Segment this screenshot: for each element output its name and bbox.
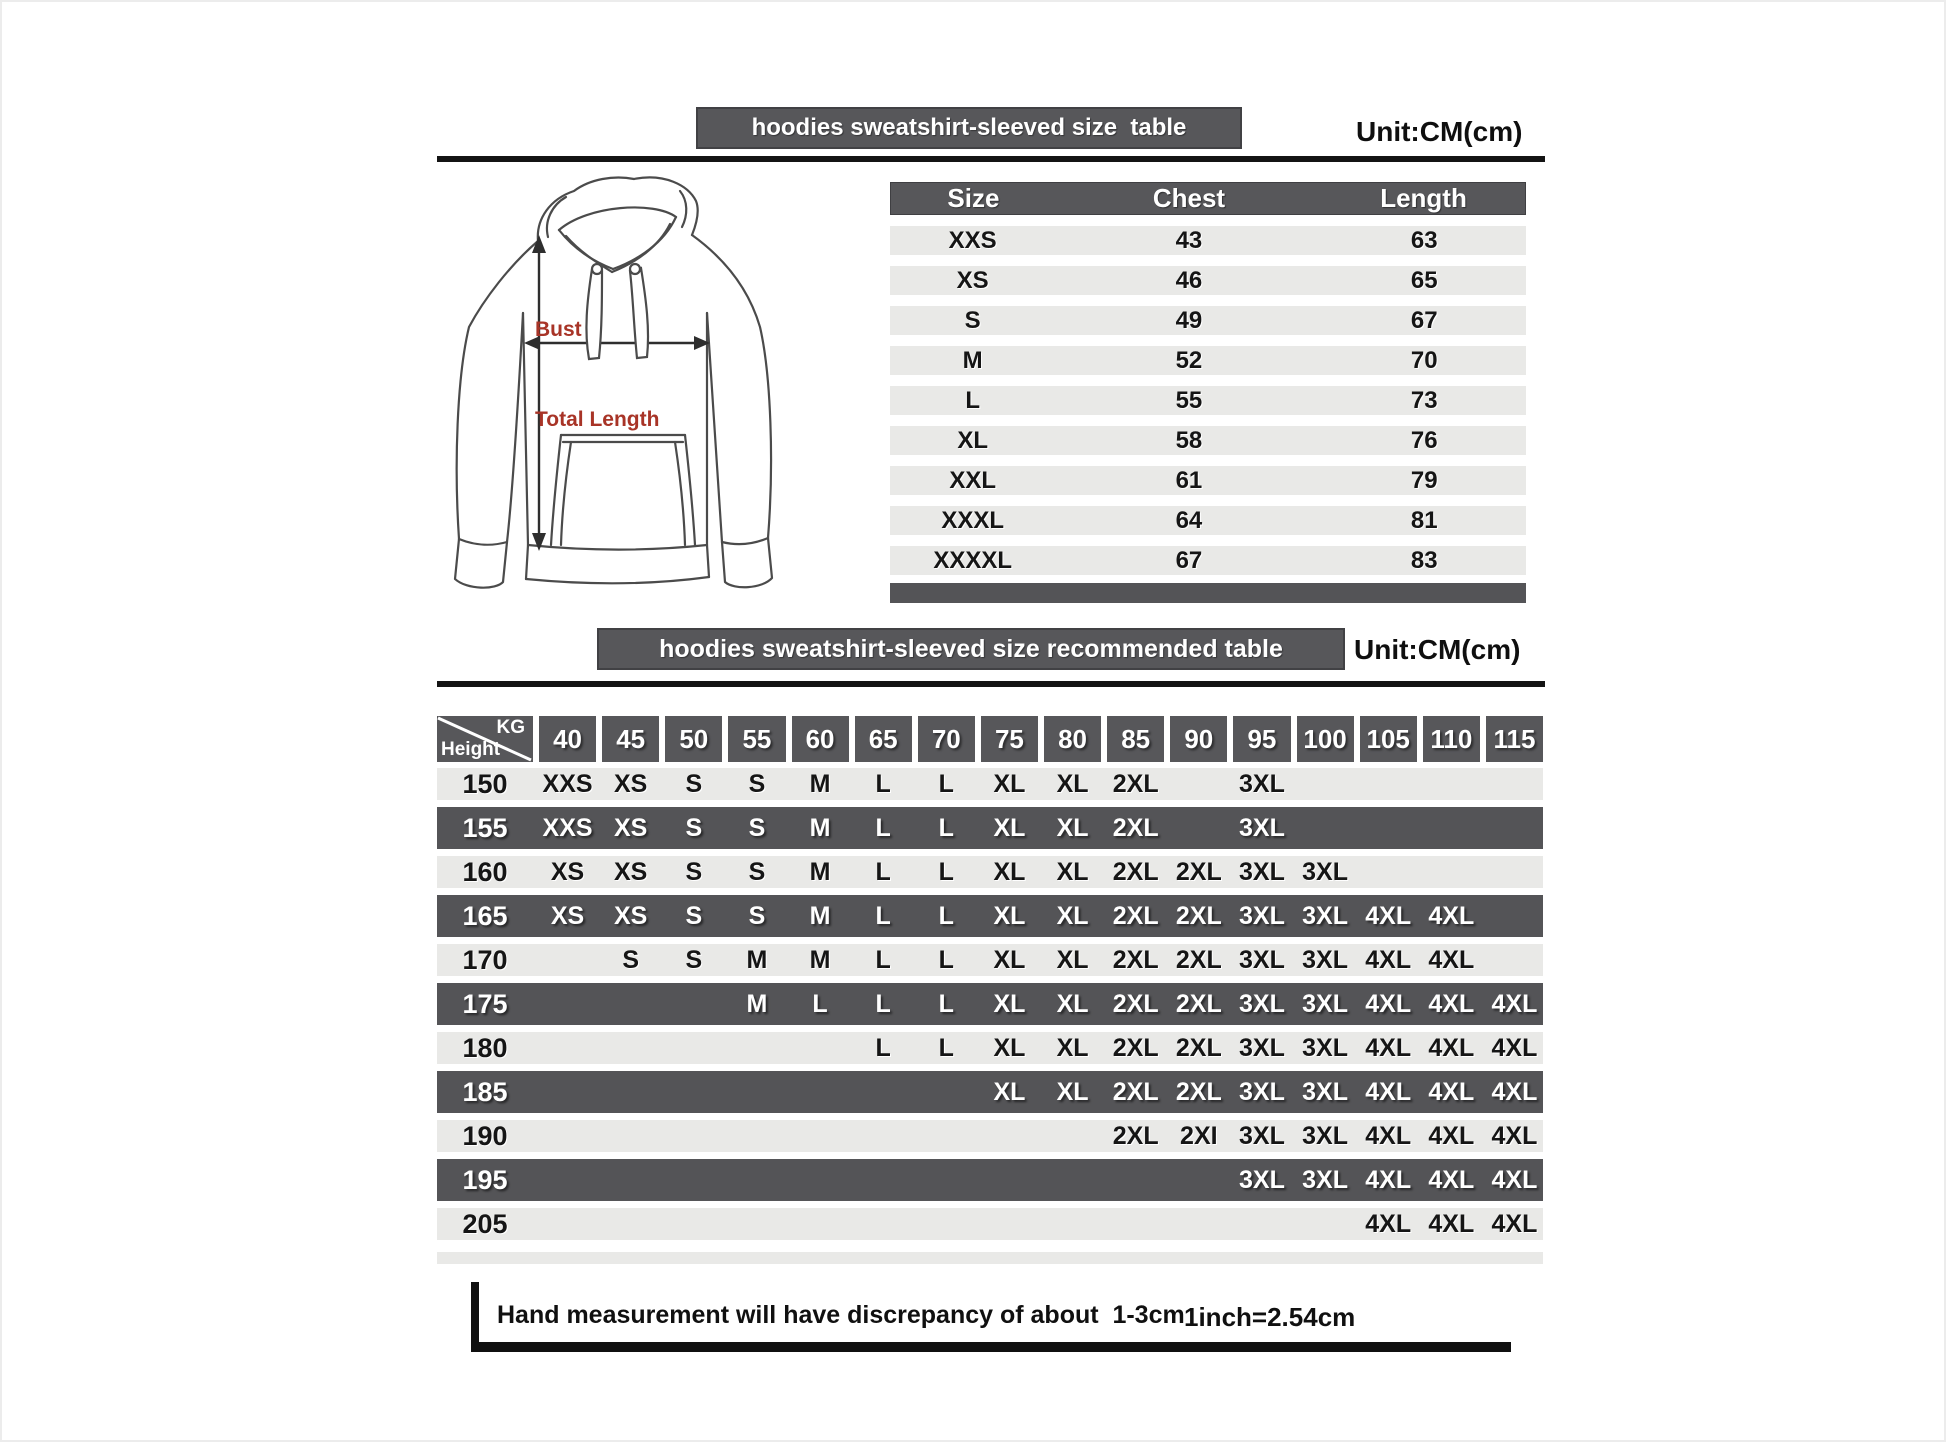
matrix-row bbox=[437, 1026, 1543, 1070]
bust-label: Bust bbox=[535, 318, 582, 341]
weight-header-cell: 50 bbox=[665, 716, 722, 762]
size-table-cell: 76 bbox=[1410, 426, 1438, 454]
matrix-size-cell: L bbox=[938, 769, 954, 798]
matrix-size-cell: 4XL bbox=[1365, 989, 1412, 1018]
unit-label-top: Unit:CM(cm) bbox=[1356, 116, 1523, 147]
matrix-size-cell: 3XL bbox=[1239, 857, 1285, 886]
unit-label-bottom: Unit:CM(cm) bbox=[1354, 634, 1521, 665]
size-table-cell: 49 bbox=[1175, 306, 1203, 334]
matrix-size-cell: 3XL bbox=[1302, 1121, 1348, 1150]
matrix-size-cell: 4XL bbox=[1428, 901, 1475, 930]
size-table-row bbox=[890, 386, 1526, 415]
matrix-size-cell: L bbox=[875, 901, 891, 930]
size-table-row bbox=[890, 546, 1526, 575]
matrix-size-cell: 4XL bbox=[1365, 1209, 1412, 1238]
matrix-size-cell: 4XL bbox=[1365, 901, 1412, 930]
weight-header-cell: 65 bbox=[855, 716, 912, 762]
matrix-size-cell: 2XL bbox=[1112, 1033, 1159, 1062]
height-row-label: 185 bbox=[462, 1076, 508, 1107]
height-row-label: 150 bbox=[462, 768, 508, 799]
matrix-size-cell: 4XL bbox=[1491, 1209, 1538, 1238]
matrix-size-cell: L bbox=[938, 901, 954, 930]
size-table-cell: XXXXL bbox=[933, 546, 1013, 574]
matrix-size-cell: S bbox=[748, 769, 766, 798]
size-table-title: hoodies sweatshirt-sleeved size table bbox=[751, 114, 1187, 141]
matrix-size-cell: XS bbox=[550, 901, 585, 930]
size-table-body bbox=[890, 226, 1526, 575]
matrix-size-cell: S bbox=[685, 901, 703, 930]
matrix-size-cell: 3XL bbox=[1239, 1121, 1285, 1150]
matrix-header-row bbox=[437, 716, 1543, 762]
size-table-cell: XXL bbox=[949, 466, 997, 494]
size-table-cell: S bbox=[964, 306, 981, 334]
inch-conversion-note: 1inch=2.54cm bbox=[1184, 1302, 1356, 1332]
size-table-cell: 67 bbox=[1175, 546, 1203, 574]
matrix-size-cell: 3XL bbox=[1239, 813, 1285, 842]
size-table-cell: M bbox=[962, 346, 983, 374]
matrix-size-cell: M bbox=[809, 769, 831, 798]
matrix-size-cell: 4XL bbox=[1428, 1077, 1475, 1106]
matrix-size-cell: 2XL bbox=[1112, 857, 1159, 886]
size-table-cell: XXXL bbox=[941, 506, 1005, 534]
matrix-row bbox=[437, 1070, 1543, 1114]
size-table-cell: 63 bbox=[1410, 226, 1438, 254]
matrix-size-cell: M bbox=[809, 857, 831, 886]
matrix-size-cell: XL bbox=[993, 813, 1026, 842]
matrix-size-cell: 2XL bbox=[1112, 1121, 1159, 1150]
size-table-cell: XL bbox=[957, 426, 989, 454]
matrix-size-cell: 2XL bbox=[1175, 901, 1222, 930]
matrix-size-cell: 4XL bbox=[1428, 945, 1475, 974]
matrix-size-cell: 3XL bbox=[1239, 1077, 1285, 1106]
size-table-cell: 61 bbox=[1175, 466, 1203, 494]
size-table-row bbox=[890, 306, 1526, 335]
size-table-cell: 83 bbox=[1410, 546, 1438, 574]
recommended-table-title: hoodies sweatshirt-sleeved size recommended table bbox=[659, 634, 1283, 663]
height-row-label: 170 bbox=[462, 944, 508, 975]
matrix-size-cell: L bbox=[938, 813, 954, 842]
matrix-size-cell: S bbox=[685, 945, 703, 974]
weight-header-cell: 60 bbox=[792, 716, 849, 762]
size-table-header-row bbox=[890, 182, 1526, 215]
matrix-size-cell: XL bbox=[1056, 1033, 1089, 1062]
matrix-size-cell: XL bbox=[1056, 813, 1089, 842]
size-table-cell: 55 bbox=[1175, 386, 1203, 414]
note-underline bbox=[471, 1342, 1511, 1352]
weight-header-cell: 115 bbox=[1486, 716, 1543, 762]
matrix-row bbox=[437, 1158, 1543, 1202]
matrix-size-cell: S bbox=[748, 857, 766, 886]
size-table-row bbox=[890, 266, 1526, 295]
matrix-size-cell: XXS bbox=[542, 769, 593, 798]
matrix-size-cell: L bbox=[875, 813, 891, 842]
matrix-row bbox=[437, 762, 1543, 806]
matrix-size-cell: 3XL bbox=[1302, 945, 1348, 974]
matrix-size-cell: XS bbox=[614, 857, 648, 886]
matrix-size-cell: XL bbox=[1056, 769, 1089, 798]
height-row-label: 195 bbox=[462, 1164, 508, 1195]
matrix-size-cell: XL bbox=[1056, 1077, 1089, 1106]
matrix-size-cell: S bbox=[622, 945, 640, 974]
matrix-size-cell: 4XL bbox=[1491, 1165, 1538, 1194]
matrix-size-cell: XL bbox=[993, 901, 1026, 930]
matrix-size-cell: XL bbox=[993, 1033, 1026, 1062]
matrix-bottom-strip bbox=[437, 1252, 1543, 1264]
matrix-size-cell: 4XL bbox=[1428, 1033, 1475, 1062]
matrix-size-cell: XXS bbox=[542, 813, 593, 842]
matrix-size-cell: 4XL bbox=[1428, 1165, 1475, 1194]
size-table-cell: 52 bbox=[1175, 346, 1203, 374]
matrix-size-cell: S bbox=[748, 901, 766, 930]
matrix-size-cell: 2XL bbox=[1112, 1077, 1159, 1106]
matrix-size-cell: 4XL bbox=[1365, 1165, 1412, 1194]
weight-header-cell: 100 bbox=[1297, 716, 1354, 762]
size-table-cell: XXS bbox=[948, 226, 997, 254]
height-row-label: 205 bbox=[462, 1208, 508, 1239]
matrix-size-cell: S bbox=[685, 769, 703, 798]
hoodie-diagram bbox=[438, 173, 870, 625]
matrix-size-cell: 2XL bbox=[1112, 769, 1159, 798]
matrix-size-cell: XL bbox=[1056, 857, 1089, 886]
height-row-label: 180 bbox=[462, 1032, 508, 1063]
matrix-size-cell: 2XL bbox=[1112, 945, 1159, 974]
matrix-size-cell: 4XL bbox=[1428, 1121, 1475, 1150]
matrix-row bbox=[437, 894, 1543, 938]
height-row-label: 165 bbox=[462, 900, 508, 931]
matrix-size-cell: 3XL bbox=[1302, 857, 1348, 886]
size-table-cell: 81 bbox=[1410, 506, 1438, 534]
size-table-cell: 67 bbox=[1410, 306, 1438, 334]
matrix-size-cell: 4XL bbox=[1491, 1121, 1538, 1150]
matrix-size-cell: 4XL bbox=[1365, 1033, 1412, 1062]
size-table-cell: 79 bbox=[1410, 466, 1438, 494]
hoodie-outline bbox=[455, 177, 772, 587]
matrix-size-cell: 4XL bbox=[1365, 945, 1412, 974]
matrix-size-cell: L bbox=[938, 945, 954, 974]
matrix-row bbox=[437, 1202, 1543, 1246]
matrix-size-cell: 2XL bbox=[1112, 813, 1159, 842]
size-table-cell: 64 bbox=[1175, 506, 1203, 534]
matrix-size-cell: L bbox=[875, 1033, 891, 1062]
matrix-size-cell: 3XL bbox=[1302, 1077, 1348, 1106]
matrix-size-cell: 3XL bbox=[1239, 901, 1285, 930]
size-table-bottom-bar bbox=[890, 583, 1526, 603]
matrix-size-cell: L bbox=[875, 945, 891, 974]
matrix-size-cell: 3XL bbox=[1302, 901, 1348, 930]
matrix-row bbox=[437, 850, 1543, 894]
matrix-size-cell: 2XL bbox=[1175, 989, 1222, 1018]
matrix-size-cell: 3XL bbox=[1302, 1033, 1348, 1062]
height-label: Height bbox=[441, 739, 501, 760]
matrix-size-cell: 3XL bbox=[1302, 1165, 1348, 1194]
size-table-row bbox=[890, 226, 1526, 255]
size-table-row bbox=[890, 346, 1526, 375]
weight-header-cell: 70 bbox=[918, 716, 975, 762]
matrix-size-cell: XL bbox=[1056, 989, 1089, 1018]
measurement-note: Hand measurement will have discrepancy of about 1-3cm bbox=[497, 1301, 1185, 1329]
size-table-cell: 43 bbox=[1175, 226, 1203, 254]
matrix-size-cell: M bbox=[809, 901, 831, 930]
recommended-table-title-bar bbox=[597, 628, 1345, 670]
matrix-size-cell: M bbox=[809, 945, 831, 974]
total-length-label: Total Length bbox=[535, 408, 660, 431]
matrix-row bbox=[437, 806, 1543, 850]
matrix-size-cell: XS bbox=[614, 813, 648, 842]
note-left-bar bbox=[471, 1282, 479, 1344]
weight-header-cell: 90 bbox=[1170, 716, 1227, 762]
matrix-size-cell: 4XL bbox=[1428, 1209, 1475, 1238]
matrix-size-cell: L bbox=[875, 769, 891, 798]
matrix-size-cell: XL bbox=[993, 1077, 1026, 1106]
weight-header-cell: 95 bbox=[1233, 716, 1290, 762]
matrix-size-cell: L bbox=[938, 857, 954, 886]
recommended-size-matrix bbox=[437, 716, 1543, 1264]
matrix-size-cell: S bbox=[685, 813, 703, 842]
matrix-size-cell: M bbox=[746, 945, 768, 974]
height-row-label: 190 bbox=[462, 1120, 508, 1151]
kg-label: KG bbox=[496, 717, 525, 738]
kg-height-corner-cell bbox=[437, 716, 533, 762]
divider-line-top bbox=[437, 156, 1545, 162]
matrix-size-cell: L bbox=[812, 989, 828, 1018]
size-table-col-header: Chest bbox=[1152, 183, 1226, 213]
matrix-row bbox=[437, 982, 1543, 1026]
matrix-size-cell: 2XL bbox=[1175, 857, 1222, 886]
matrix-size-cell: L bbox=[875, 857, 891, 886]
matrix-size-cell: 4XL bbox=[1491, 989, 1538, 1018]
matrix-size-cell: L bbox=[938, 989, 954, 1018]
matrix-row bbox=[437, 1114, 1543, 1158]
matrix-size-cell: XL bbox=[993, 945, 1026, 974]
matrix-size-cell: XS bbox=[550, 857, 585, 886]
matrix-size-cell: 2XL bbox=[1112, 901, 1159, 930]
divider-line-bottom bbox=[437, 681, 1545, 687]
matrix-size-cell: XL bbox=[1056, 945, 1089, 974]
weight-header-cell: 75 bbox=[981, 716, 1038, 762]
matrix-size-cell: 3XL bbox=[1302, 989, 1348, 1018]
matrix-size-cell: 2XL bbox=[1112, 989, 1159, 1018]
matrix-size-cell: 3XL bbox=[1239, 989, 1285, 1018]
size-table-col-header: Length bbox=[1380, 183, 1467, 213]
size-table-cell: L bbox=[965, 386, 981, 414]
matrix-size-cell: 4XL bbox=[1428, 989, 1475, 1018]
matrix-size-cell: 3XL bbox=[1239, 769, 1285, 798]
matrix-size-cell: S bbox=[748, 813, 766, 842]
weight-header-cell: 80 bbox=[1044, 716, 1101, 762]
matrix-body bbox=[437, 762, 1543, 1246]
matrix-size-cell: 2XL bbox=[1175, 1033, 1222, 1062]
size-table-row bbox=[890, 506, 1526, 535]
height-row-label: 160 bbox=[462, 856, 508, 887]
matrix-size-cell: M bbox=[746, 989, 768, 1018]
size-table-cell: 58 bbox=[1175, 426, 1203, 454]
size-table-cell: 70 bbox=[1410, 346, 1438, 374]
weight-header-cell: 55 bbox=[728, 716, 785, 762]
height-row-label: 155 bbox=[462, 812, 508, 843]
matrix-size-cell: XS bbox=[614, 901, 648, 930]
matrix-row bbox=[437, 938, 1543, 982]
matrix-size-cell: 2XL bbox=[1175, 1077, 1222, 1106]
size-table bbox=[890, 182, 1526, 603]
size-table-cell: XS bbox=[956, 266, 989, 294]
weight-header-cell: 105 bbox=[1360, 716, 1417, 762]
matrix-size-cell: L bbox=[875, 989, 891, 1018]
matrix-size-cell: 4XL bbox=[1491, 1033, 1538, 1062]
height-row-label: 175 bbox=[462, 988, 508, 1019]
matrix-size-cell: 4XL bbox=[1491, 1077, 1538, 1106]
weight-header-cell: 85 bbox=[1107, 716, 1164, 762]
matrix-size-cell: M bbox=[809, 813, 831, 842]
matrix-size-cell: L bbox=[938, 1033, 954, 1062]
size-table-cell: 65 bbox=[1410, 266, 1438, 294]
matrix-size-cell: 4XL bbox=[1365, 1077, 1412, 1106]
matrix-size-cell: XL bbox=[993, 769, 1026, 798]
matrix-size-cell: 4XL bbox=[1365, 1121, 1412, 1150]
matrix-size-cell: 3XL bbox=[1239, 1033, 1285, 1062]
matrix-size-cell: XL bbox=[993, 989, 1026, 1018]
matrix-size-cell: XL bbox=[993, 857, 1026, 886]
weight-header-cell: 40 bbox=[539, 716, 596, 762]
size-table-cell: 73 bbox=[1410, 386, 1438, 414]
matrix-size-cell: XS bbox=[614, 769, 648, 798]
total-length-arrow bbox=[532, 235, 546, 551]
size-table-row bbox=[890, 466, 1526, 495]
matrix-size-cell: S bbox=[685, 857, 703, 886]
matrix-size-cell: 3XL bbox=[1239, 945, 1285, 974]
matrix-size-cell: XL bbox=[1056, 901, 1089, 930]
size-table-col-header: Size bbox=[947, 183, 1000, 213]
size-table-cell: 46 bbox=[1175, 266, 1203, 294]
matrix-size-cell: 2XI bbox=[1180, 1121, 1218, 1150]
matrix-size-cell: 2XL bbox=[1175, 945, 1222, 974]
size-table-row bbox=[890, 426, 1526, 455]
weight-header-cell: 110 bbox=[1423, 716, 1480, 762]
drawstrings bbox=[586, 264, 648, 359]
weight-header-cell: 45 bbox=[602, 716, 659, 762]
matrix-size-cell: 3XL bbox=[1239, 1165, 1285, 1194]
size-table-title-bar bbox=[696, 107, 1242, 149]
